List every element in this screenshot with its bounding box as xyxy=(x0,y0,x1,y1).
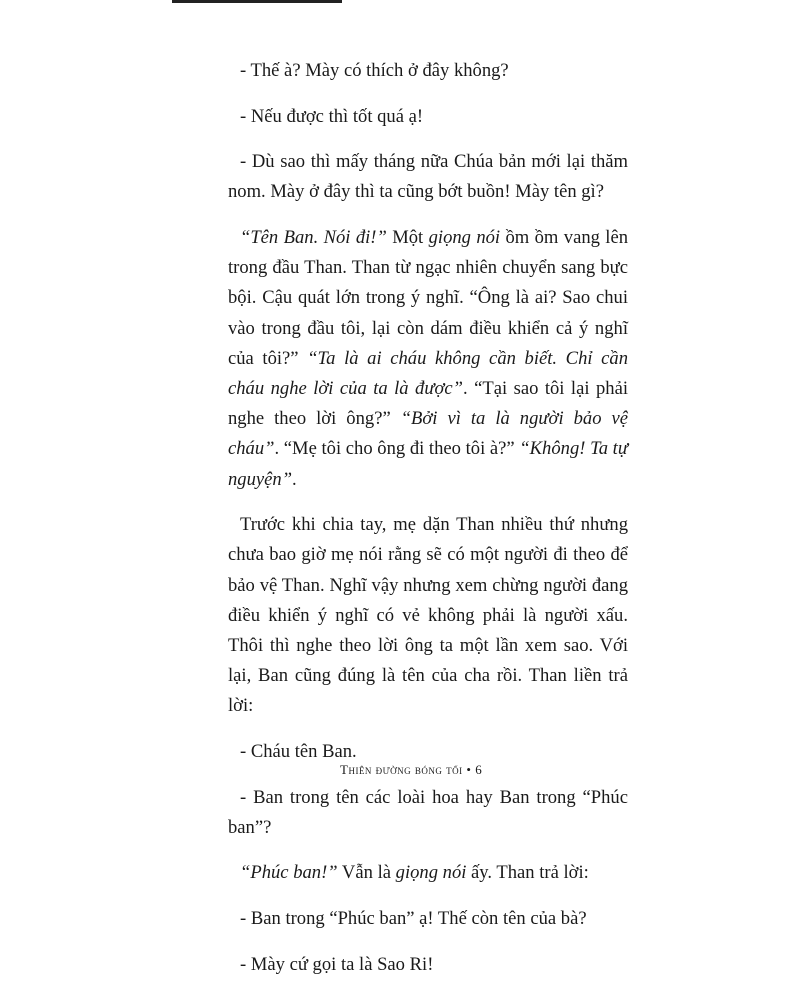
italic-run: giọng nói xyxy=(428,226,501,248)
text-run: Một xyxy=(386,226,429,248)
footer-book-title: Thiên đường bóng tối xyxy=(340,762,463,777)
paragraph xyxy=(228,56,628,86)
italic-run: “Không! Ta tự nguyện” xyxy=(228,438,628,490)
text-run: ồm ồm vang lên trong đầu Than. Than từ ngạc nhiên chuyển sang bực bội. Cậu quát lớn trong ý nghĩ. “Ông là ai? Sao chui vào trong đầu tôi, lại còn dám điều khiển cả ý nghĩ của tôi?” xyxy=(228,226,629,369)
text-run: - Cháu tên Ban. xyxy=(240,741,357,763)
text-run: . “Tại sao tôi lại phải nghe theo lời ông?” xyxy=(228,378,628,430)
italic-run: giọng nói xyxy=(395,862,467,884)
text-run: . “Mẹ tôi cho ông đi theo tôi à?” xyxy=(274,438,520,460)
text-run: Vẫn là xyxy=(337,862,396,884)
paragraph xyxy=(228,783,628,843)
italic-run: “Bởi vì ta là người bảo vệ cháu” xyxy=(228,408,628,460)
text-run: - Thế à? Mày có thích ở đây không? xyxy=(240,60,509,81)
paragraph xyxy=(228,950,628,980)
text-run: - Dù sao thì mấy tháng nữa Chúa bản mới lại thăm nom. Mày ở đây thì ta cũng bớt buồn! Mày tên gì? xyxy=(228,151,628,203)
italic-run: “Phúc ban!” xyxy=(240,862,338,884)
paragraph xyxy=(228,510,628,721)
top-rule xyxy=(172,0,342,3)
paragraph xyxy=(228,858,628,888)
text-run: . xyxy=(292,468,297,490)
paragraph xyxy=(228,102,628,132)
paragraph xyxy=(228,147,628,207)
page-number: 6 xyxy=(475,762,483,777)
text-run: - Ban trong “Phúc ban” ạ! Thế còn tên của bà? xyxy=(240,908,587,929)
text-run: - Nếu được thì tốt quá ạ! xyxy=(240,105,424,127)
running-footer xyxy=(340,762,482,778)
footer-separator: • xyxy=(466,762,472,777)
body-text xyxy=(228,56,628,995)
italic-run: “Tên Ban. Nói đi!” xyxy=(240,226,387,248)
text-run: - Ban trong tên các loài hoa hay Ban trong “Phúc ban”? xyxy=(228,786,628,838)
italic-run: “Ta là ai cháu không cần biết. Chỉ cần cháu nghe lời của ta là được” xyxy=(228,347,629,399)
text-run: ấy. Than trả lời: xyxy=(466,862,589,884)
text-run: - Mày cứ gọi ta là Sao Ri! xyxy=(240,953,434,975)
paragraph xyxy=(228,223,628,495)
paragraph xyxy=(228,904,628,934)
text-run: Trước khi chia tay, mẹ dặn Than nhiều thứ nhưng chưa bao giờ mẹ nói rằng sẽ có một người đi theo để bảo vệ Than. Nghĩ vậy nhưng xem chừng người đang điều khiển ý nghĩ có vẻ không phải là người xấu. Thôi thì nghe theo lời ông ta một lần xem sao. Với lại, Ban cũng đúng là tên của cha rồi. Than liền trả lời: xyxy=(228,514,628,717)
